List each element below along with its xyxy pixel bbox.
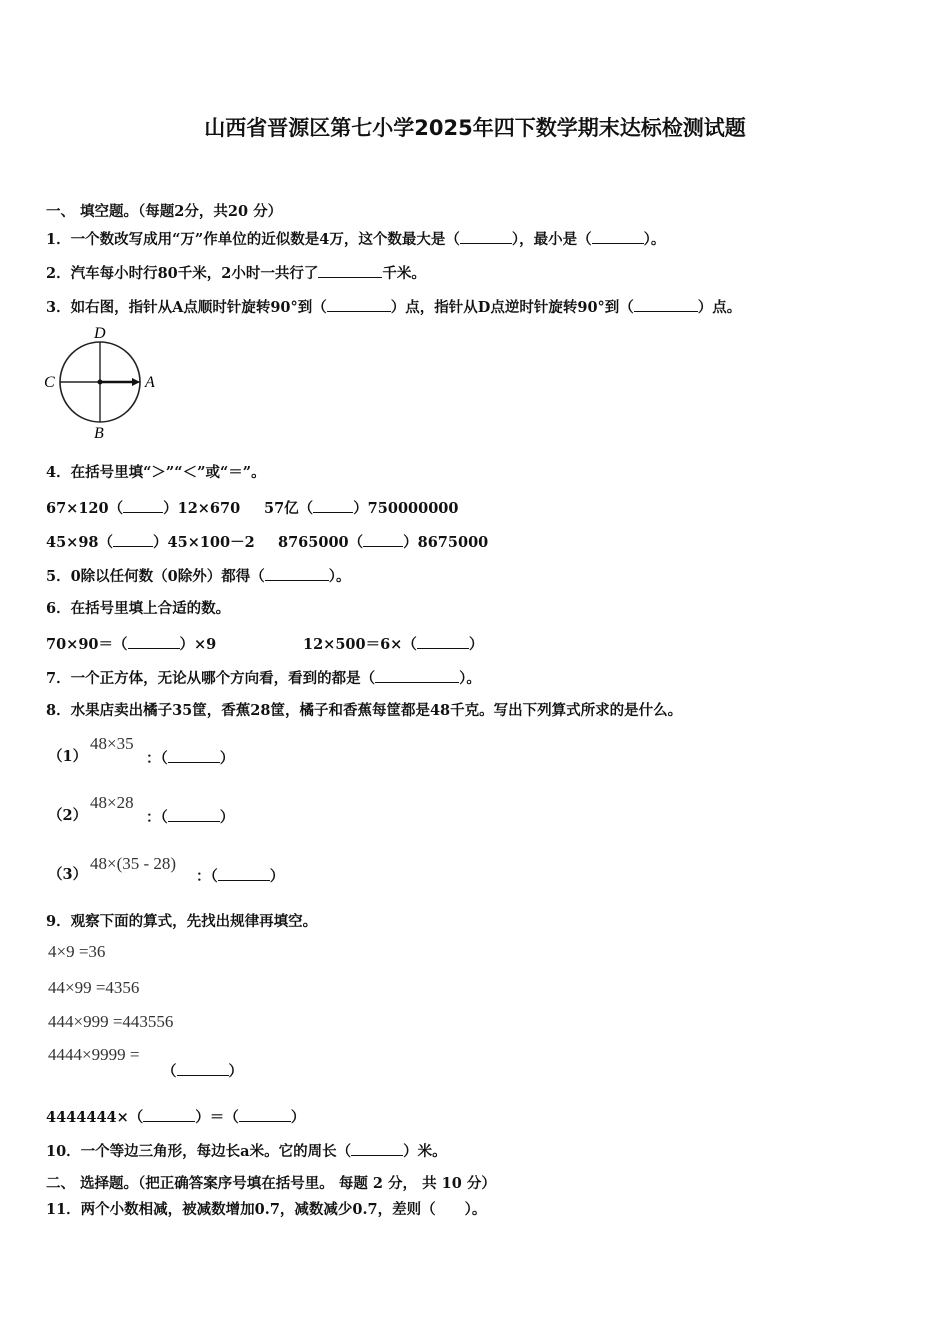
q8-item-1-expr: 48×35: [90, 734, 134, 753]
answer-blank[interactable]: [363, 532, 403, 547]
section-2-header: 二、 选择题。（把正确答案序号填在括号里。 每题 2 分， 共 10 分）: [46, 1175, 496, 1192]
q8-item-1-label: （1）: [48, 748, 88, 765]
label-right: A: [145, 374, 155, 391]
question-7: 7．一个正方体，无论从哪个方向看，看到的都是（ ）。: [46, 670, 481, 687]
q9-eq4: 4444×9999 =: [48, 1045, 140, 1064]
answer-blank[interactable]: [128, 634, 180, 649]
question-9: 9．观察下面的算式，先找出规律再填空。: [46, 913, 318, 930]
q8-item-2-expr: 48×28: [90, 793, 134, 812]
page-title: 山西省晋源区第七小学2025年四下数学期末达标检测试题: [204, 116, 746, 140]
q8-item-2-answer: ：（ ）: [146, 809, 235, 826]
q9-eq3: 444×999 =443556: [48, 1012, 174, 1031]
answer-blank[interactable]: [460, 229, 512, 244]
q9-eq4-answer: （ ）: [162, 1063, 243, 1080]
question-1: 1．一个数改写成用“万”作单位的近似数是4万，这个数最大是（ ），最小是（ ）。: [46, 231, 666, 248]
q6-a: 70×90＝（ ）×9: [46, 636, 217, 653]
question-8: 8．水果店卖出橘子35筐，香蕉28筐，橘子和香蕉每筐都是48千克。写出下列算式所求的是什么。: [46, 702, 683, 719]
answer-blank[interactable]: [375, 668, 459, 683]
section-1-header: 一、 填空题。（每题2分，共20 分）: [46, 203, 283, 220]
answer-blank[interactable]: [168, 807, 220, 822]
q4-row2-a: 45×98（ ）45×100－2: [46, 534, 255, 551]
answer-blank[interactable]: [327, 297, 391, 312]
question-2: 2．汽车每小时行80千米，2小时一共行了 千米。: [46, 265, 426, 282]
answer-blank[interactable]: [417, 634, 469, 649]
q8-item-3-expr: 48×(35 - 28): [90, 854, 177, 873]
answer-blank[interactable]: [218, 866, 270, 881]
answer-blank[interactable]: [634, 297, 698, 312]
question-11: 11．两个小数相减，被减数增加0.7，减数减少0.7，差则（ ）。: [46, 1201, 487, 1218]
answer-blank[interactable]: [313, 498, 353, 513]
q8-item-1-answer: ：（ ）: [146, 750, 235, 767]
answer-blank[interactable]: [168, 748, 220, 763]
clock-diagram: [40, 322, 165, 444]
q6-b: 12×500＝6×（ ）: [303, 636, 484, 653]
question-10: 10．一个等边三角形，每边长a米。它的周长（ ）米。: [46, 1143, 447, 1160]
answer-blank[interactable]: [113, 532, 153, 547]
answer-blank[interactable]: [123, 498, 163, 513]
question-6: 6．在括号里填上合适的数。: [46, 600, 231, 617]
label-left: C: [44, 374, 55, 391]
q8-item-3-label: （3）: [48, 866, 88, 883]
q4-row2-b: 8765000（ ）8675000: [278, 534, 489, 551]
answer-blank[interactable]: [351, 1141, 403, 1156]
q8-item-2-label: （2）: [48, 807, 88, 824]
answer-blank[interactable]: [239, 1107, 291, 1122]
pointer-arrow-icon: [132, 378, 140, 386]
label-bottom: B: [94, 425, 104, 442]
answer-blank[interactable]: [265, 566, 329, 581]
q9-eq1: 4×9 =36: [48, 942, 106, 961]
answer-blank[interactable]: [177, 1061, 229, 1076]
center-dot: [98, 380, 103, 385]
answer-blank[interactable]: [318, 263, 382, 278]
question-5: 5．0除以任何数（0除外）都得（ ）。: [46, 568, 351, 585]
label-top: D: [94, 325, 106, 342]
q4-row1-b: 57亿（ ）750000000: [264, 500, 459, 517]
question-4: 4．在括号里填“＞”“＜”或“＝”。: [46, 464, 266, 481]
question-3: 3．如右图，指针从A点顺时针旋转90°到（ ）点，指针从D点逆时针旋转90°到（ ）点。: [46, 299, 742, 316]
answer-blank[interactable]: [592, 229, 644, 244]
answer-blank[interactable]: [143, 1107, 195, 1122]
q9-last: 4444444×（ ）＝（ ）: [46, 1109, 306, 1126]
q4-row1-a: 67×120（ ）12×670: [46, 500, 241, 517]
q9-eq2: 44×99 =4356: [48, 978, 140, 997]
q8-item-3-answer: ：（ ）: [196, 868, 285, 885]
